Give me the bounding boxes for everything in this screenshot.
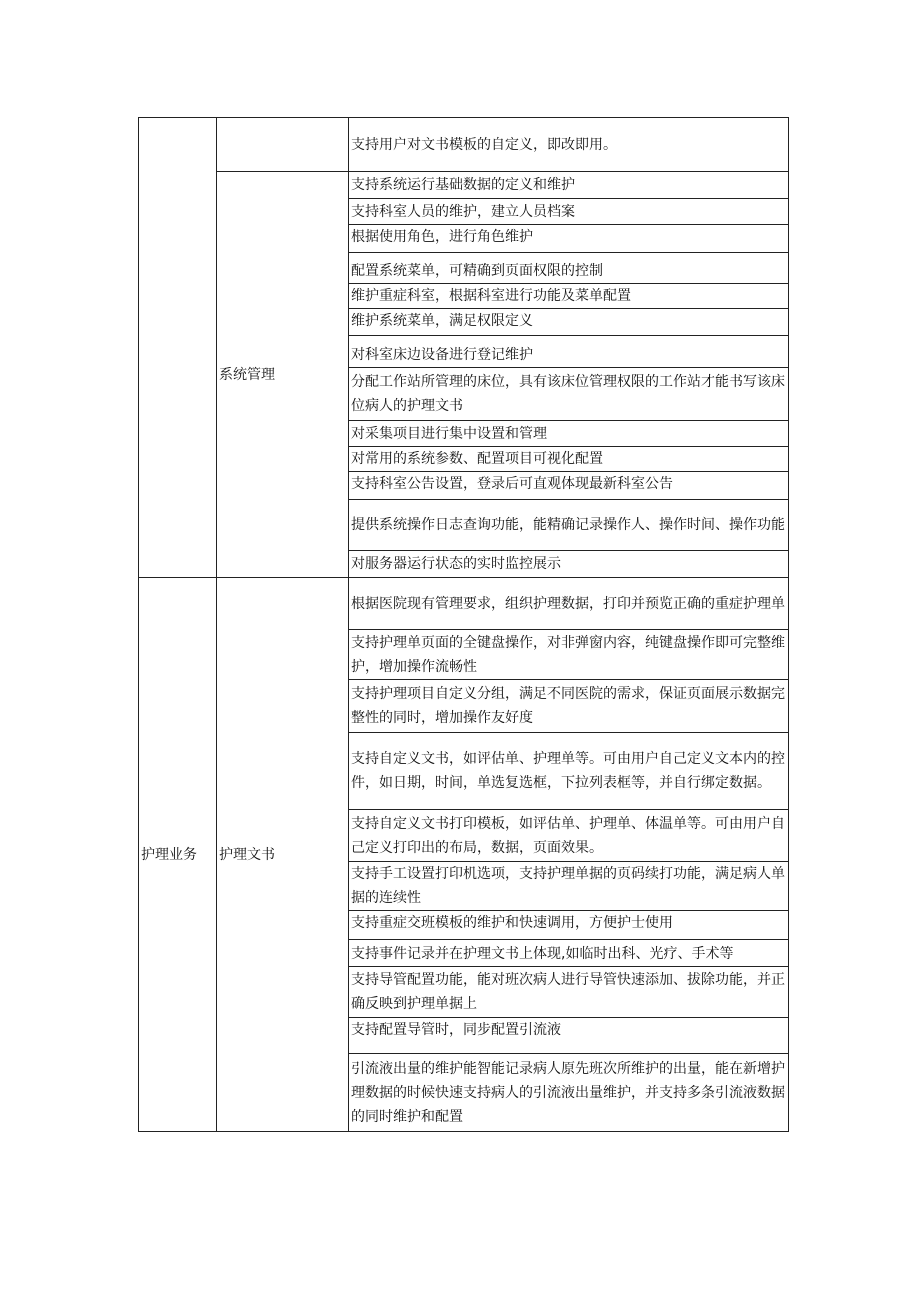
feature-cell: 支持科室公告设置，登录后可直观体现最新科室公告 [349, 472, 789, 500]
feature-cell: 支持护理项目自定义分组，满足不同医院的需求，保证页面展示数据完整性的同时，增加操作友好度 [349, 680, 789, 733]
feature-cell: 提供系统操作日志查询功能，能精确记录操作人、操作时间、操作功能 [349, 500, 789, 551]
feature-cell: 配置系统菜单，可精确到页面权限的控制 [349, 253, 789, 284]
feature-cell: 支持事件记录并在护理文书上体现,如临时出科、光疗、手术等 [349, 940, 789, 967]
category-cell-nursing-business: 护理业务 [139, 578, 217, 1132]
feature-cell: 根据医院现有管理要求，组织护理数据，打印并预览正确的重症护理单 [349, 578, 789, 630]
feature-cell: 支持自定义文书打印模板，如评估单、护理单、体温单等。可由用户自己定义打印出的布局，数据，页面效果。 [349, 810, 789, 862]
feature-cell: 维护重症科室，根据科室进行功能及菜单配置 [349, 284, 789, 309]
module-cell-nursing-documents: 护理文书 [217, 578, 349, 1132]
feature-cell: 支持系统运行基础数据的定义和维护 [349, 172, 789, 199]
feature-cell: 支持自定义文书，如评估单、护理单等。可由用户自己定义文本内的控件，如日期，时间，单选复选框，下拉列表框等，并自行绑定数据。 [349, 733, 789, 810]
feature-cell: 支持护理单页面的全键盘操作，对非弹窗内容，纯键盘操作即可完整维护，增加操作流畅性 [349, 630, 789, 680]
feature-cell: 支持重症交班模板的维护和快速调用，方便护士使用 [349, 911, 789, 940]
feature-cell: 对科室床边设备进行登记维护 [349, 336, 789, 368]
feature-cell: 分配工作站所管理的床位，具有该床位管理权限的工作站才能书写该床位病人的护理文书 [349, 368, 789, 421]
feature-cell: 引流液出量的维护能智能记录病人原先班次所维护的出量，能在新增护理数据的时候快速支持病人的引流液出量维护，并支持多条引流液数据的同时维护和配置 [349, 1054, 789, 1132]
feature-cell: 对服务器运行状态的实时监控展示 [349, 551, 789, 578]
feature-cell: 维护系统菜单，满足权限定义 [349, 309, 789, 336]
module-cell-system-management: 系统管理 [217, 172, 349, 578]
module-cell-continued [217, 118, 349, 172]
feature-cell: 支持用户对文书模板的自定义，即改即用。 [349, 118, 789, 172]
feature-cell: 支持导管配置功能，能对班次病人进行导管快速添加、拔除功能，并正确反映到护理单据上 [349, 967, 789, 1018]
table-row [139, 172, 789, 199]
feature-cell: 根据使用角色，进行角色维护 [349, 225, 789, 253]
feature-cell: 对常用的系统参数、配置项目可视化配置 [349, 447, 789, 472]
feature-cell: 支持配置导管时，同步配置引流液 [349, 1018, 789, 1054]
table-row [139, 118, 789, 172]
feature-cell: 支持手工设置打印机选项，支持护理单据的页码续打功能，满足病人单据的连续性 [349, 862, 789, 911]
table-row [139, 578, 789, 630]
feature-cell: 支持科室人员的维护，建立人员档案 [349, 199, 789, 225]
feature-cell: 对采集项目进行集中设置和管理 [349, 421, 789, 447]
feature-spec-table [138, 117, 789, 1132]
category-cell-continued [139, 118, 217, 578]
